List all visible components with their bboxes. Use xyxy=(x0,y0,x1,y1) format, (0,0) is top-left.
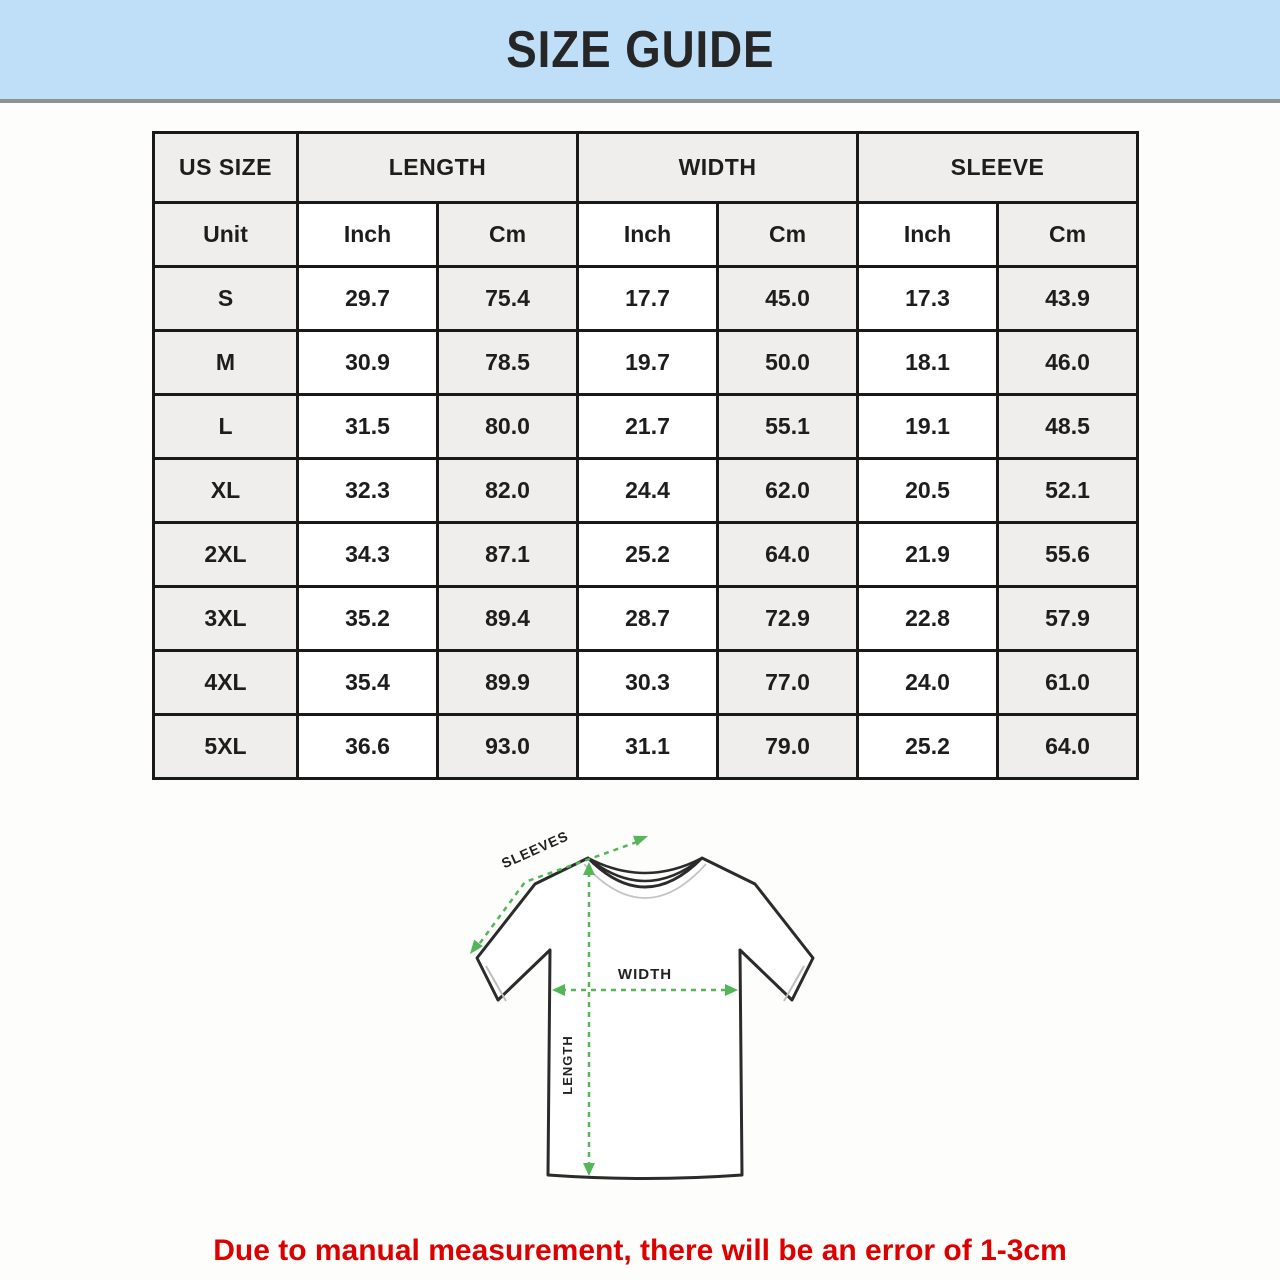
value-cell: 61.0 xyxy=(998,651,1138,715)
value-cell: 43.9 xyxy=(998,267,1138,331)
value-cell: 75.4 xyxy=(438,267,578,331)
tshirt-measurement-drawing xyxy=(465,820,885,1220)
col-group-width: WIDTH xyxy=(578,133,858,203)
size-cell: M xyxy=(154,331,298,395)
value-cell: 72.9 xyxy=(718,587,858,651)
value-cell: 80.0 xyxy=(438,395,578,459)
value-cell: 78.5 xyxy=(438,331,578,395)
table-row-xl xyxy=(154,459,1138,523)
length-cm-header: Cm xyxy=(438,203,578,267)
table-row-3xl xyxy=(154,587,1138,651)
value-cell: 34.3 xyxy=(298,523,438,587)
value-cell: 45.0 xyxy=(718,267,858,331)
sleeve-inch-header: Inch xyxy=(858,203,998,267)
value-cell: 36.6 xyxy=(298,715,438,779)
table-row-s xyxy=(154,267,1138,331)
value-cell: 77.0 xyxy=(718,651,858,715)
group-header-row xyxy=(154,133,1138,203)
content xyxy=(0,131,1280,1268)
value-cell: 48.5 xyxy=(998,395,1138,459)
value-cell: 25.2 xyxy=(858,715,998,779)
value-cell: 93.0 xyxy=(438,715,578,779)
value-cell: 18.1 xyxy=(858,331,998,395)
size-cell: 4XL xyxy=(154,651,298,715)
table-row-4xl xyxy=(154,651,1138,715)
size-chart-table xyxy=(152,131,1139,780)
value-cell: 35.4 xyxy=(298,651,438,715)
value-cell: 52.1 xyxy=(998,459,1138,523)
value-cell: 24.4 xyxy=(578,459,718,523)
value-cell: 29.7 xyxy=(298,267,438,331)
size-guide-banner xyxy=(0,0,1280,103)
page-title: SIZE GUIDE xyxy=(505,20,775,79)
size-cell: 3XL xyxy=(154,587,298,651)
measurement-note: Due to manual measurement, there will be an error of 1-3cm xyxy=(213,1234,1067,1267)
value-cell: 87.1 xyxy=(438,523,578,587)
sleeves-arrow-head-top xyxy=(633,836,648,846)
value-cell: 19.1 xyxy=(858,395,998,459)
size-cell: XL xyxy=(154,459,298,523)
value-cell: 57.9 xyxy=(998,587,1138,651)
value-cell: 24.0 xyxy=(858,651,998,715)
value-cell: 17.7 xyxy=(578,267,718,331)
col-group-us-size: US SIZE xyxy=(154,133,298,203)
value-cell: 89.4 xyxy=(438,587,578,651)
value-cell: 25.2 xyxy=(578,523,718,587)
table-row-2xl xyxy=(154,523,1138,587)
col-group-sleeve: SLEEVE xyxy=(858,133,1138,203)
value-cell: 28.7 xyxy=(578,587,718,651)
value-cell: 64.0 xyxy=(998,715,1138,779)
width-label: WIDTH xyxy=(617,966,673,983)
value-cell: 82.0 xyxy=(438,459,578,523)
value-cell: 21.9 xyxy=(858,523,998,587)
width-inch-header: Inch xyxy=(578,203,718,267)
length-inch-header: Inch xyxy=(298,203,438,267)
value-cell: 31.1 xyxy=(578,715,718,779)
value-cell: 55.1 xyxy=(718,395,858,459)
value-cell: 64.0 xyxy=(718,523,858,587)
table-row-m xyxy=(154,331,1138,395)
size-cell: 5XL xyxy=(154,715,298,779)
sleeve-cm-header: Cm xyxy=(998,203,1138,267)
width-cm-header: Cm xyxy=(718,203,858,267)
value-cell: 35.2 xyxy=(298,587,438,651)
value-cell: 30.9 xyxy=(298,331,438,395)
tshirt-diagram xyxy=(465,820,885,1220)
value-cell: 50.0 xyxy=(718,331,858,395)
unit-label: Unit xyxy=(154,203,298,267)
value-cell: 21.7 xyxy=(578,395,718,459)
size-cell: S xyxy=(154,267,298,331)
value-cell: 46.0 xyxy=(998,331,1138,395)
tshirt-outline xyxy=(477,858,813,1179)
value-cell: 17.3 xyxy=(858,267,998,331)
table-row-l xyxy=(154,395,1138,459)
unit-header-row xyxy=(154,203,1138,267)
size-cell: L xyxy=(154,395,298,459)
value-cell: 22.8 xyxy=(858,587,998,651)
value-cell: 31.5 xyxy=(298,395,438,459)
value-cell: 89.9 xyxy=(438,651,578,715)
length-label: LENGTH xyxy=(560,1035,575,1095)
value-cell: 19.7 xyxy=(578,331,718,395)
col-group-length: LENGTH xyxy=(298,133,578,203)
value-cell: 79.0 xyxy=(718,715,858,779)
size-cell: 2XL xyxy=(154,523,298,587)
table-row-5xl xyxy=(154,715,1138,779)
value-cell: 55.6 xyxy=(998,523,1138,587)
value-cell: 20.5 xyxy=(858,459,998,523)
value-cell: 62.0 xyxy=(718,459,858,523)
value-cell: 30.3 xyxy=(578,651,718,715)
sleeves-label: SLEEVES xyxy=(499,827,571,872)
value-cell: 32.3 xyxy=(298,459,438,523)
